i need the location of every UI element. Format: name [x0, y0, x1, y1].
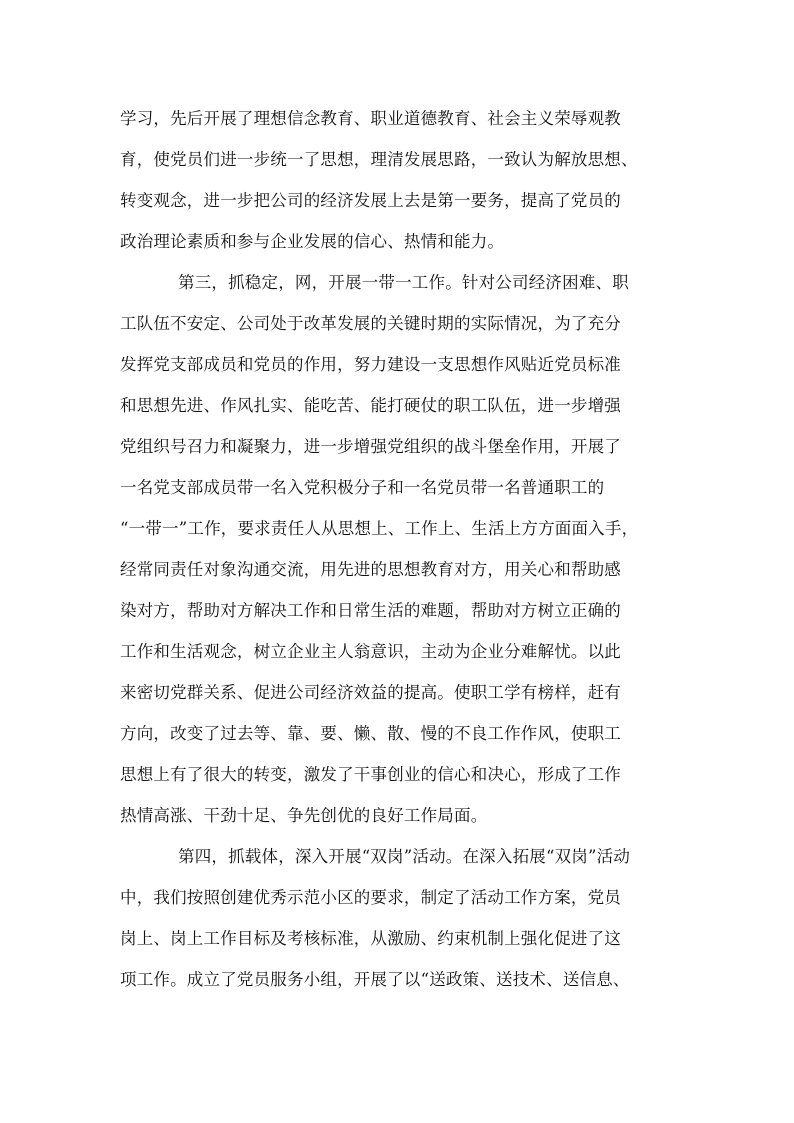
- text-line: 党组织号召力和凝聚力，进一步增强党组织的战斗堡垒作用，开展了: [120, 437, 621, 456]
- text-line: 经常同责任对象沟通交流，用先进的思想教育对方，用关心和帮助感: [120, 560, 621, 579]
- text-line: 岗上、岗上工作目标及考核标准，从激励、约束机制上强化促进了这: [120, 929, 621, 948]
- text-line: 思想上有了很大的转变，激发了干事创业的信心和决心，形成了工作: [120, 765, 621, 784]
- text-line: 来密切党群关系、促进公司经济效益的提高。使职工学有榜样，赶有: [120, 683, 621, 702]
- text-line: 发挥党支部成员和党员的作用，努力建设一支思想作风贴近党员标准: [120, 355, 621, 374]
- text-line: 项工作。成立了党员服务小组，开展了以“送政策、送技术、送信息、: [120, 970, 630, 989]
- text-line: 育，使党员们进一步统一了思想，理清发展思路，一致认为解放思想、: [120, 150, 638, 169]
- text-line: 中，我们按照创建优秀示范小区的要求，制定了活动工作方案，党员: [120, 888, 621, 907]
- paragraph-fourth-start: 第四，抓载体，深入开展“双岗”活动。在深入拓展“双岗”活动: [178, 847, 631, 866]
- text-line: “一带一”工作，要求责任人从思想上、工作上、生活上方方面面入手，: [120, 519, 639, 538]
- text-line: 热情高涨、干劲十足、争先创优的良好工作局面。: [120, 806, 488, 825]
- text-line: 工作和生活观念，树立企业主人翁意识，主动为企业分难解忧。以此: [120, 642, 621, 661]
- body-text: [120, 98, 680, 1000]
- text-line: 方向，改变了过去等、靠、要、懒、散、慢的不良工作作风，使职工: [120, 724, 621, 743]
- text-line: 政治理论素质和参与企业发展的信心、热情和能力。: [120, 232, 505, 251]
- text-line: 染对方，帮助对方解决工作和日常生活的难题，帮助对方树立正确的: [120, 601, 621, 620]
- text-line: 学习，先后开展了理想信念教育、职业道德教育、社会主义荣辱观教: [120, 109, 621, 128]
- text-line: 工队伍不安定、公司处于改革发展的关键时期的实际情况，为了充分: [120, 314, 621, 333]
- paragraph-third-start: 第三，抓稳定，网，开展一带一工作。针对公司经济困难、职: [178, 273, 629, 292]
- text-line: 转变观念，进一步把公司的经济发展上去是第一要务，提高了党员的: [120, 191, 621, 210]
- text-line: 一名党支部成员带一名入党积极分子和一名党员带一名普通职工的: [120, 478, 605, 497]
- text-line: 和思想先进、作风扎实、能吃苦、能打硬仗的职工队伍，进一步增强: [120, 396, 621, 415]
